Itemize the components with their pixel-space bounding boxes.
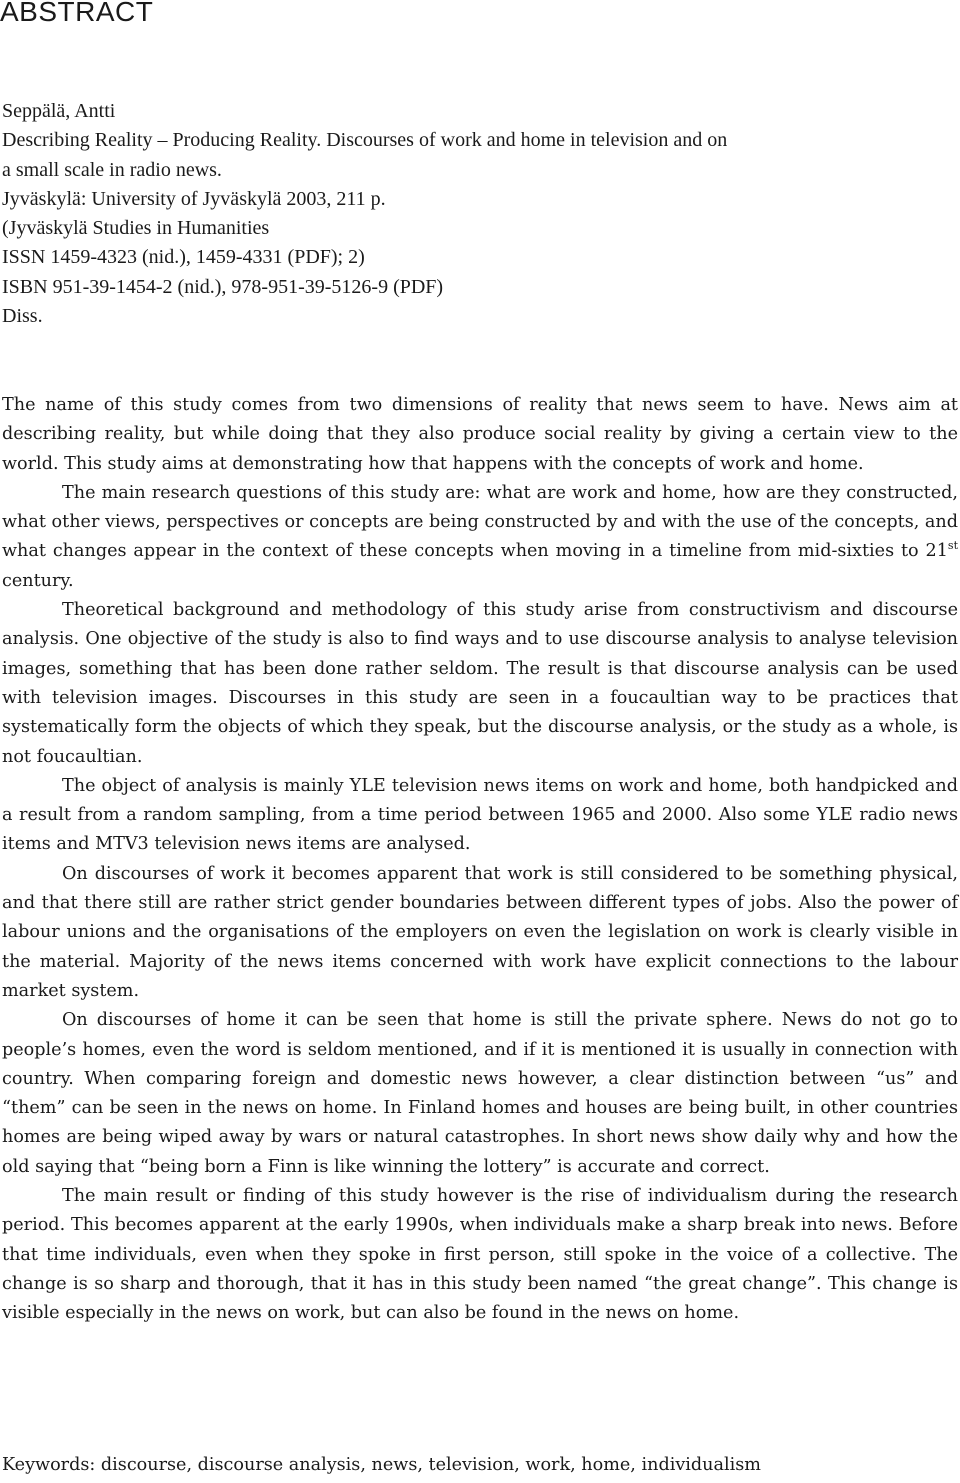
page-heading: ABSTRACT	[0, 0, 154, 27]
superscript-st: st	[947, 539, 958, 553]
issn-info: ISSN 1459-4323 (nid.), 1459-4331 (PDF); 2)	[2, 246, 365, 269]
paragraph-6: On discourses of home it can be seen that home is still the private sphere. News do not go to people’s homes, even the word is seldom mentioned, and if it is mentioned it is usually in connection with country. When comparing foreign and domestic news however, a clear distinction between “us” and “them” can be seen in the news on home. In Finland homes and houses are being built, in other countries homes are being wiped away by wars or natural catastrophes. In short news show daily why and how the old saying that “being born a Finn is like winning the lottery” is accurate and correct.	[2, 1010, 958, 1177]
isbn-info: ISBN 951-39-1454-2 (nid.), 978-951-39-5126-9 (PDF)	[2, 275, 444, 298]
paragraph-1: The name of this study comes from two dimensions of reality that news seem to have. News aim at describing reality, but while doing that they also produce social reality by giving a certain view to the world. This study aims at demonstrating how that happens with the concepts of work and home.	[2, 395, 958, 474]
publication-type: Diss.	[2, 305, 43, 328]
paragraph-2-end: century.	[2, 570, 74, 591]
paragraph-4: The object of analysis is mainly YLE television news items on work and home, both handpicked and a result from a random sampling, from a time period between 1965 and 2000. Also some YLE radio news items and MTV3 television news items are analysed.	[2, 775, 958, 855]
title-line-2: a small scale in radio news.	[2, 158, 222, 181]
keywords-line: Keywords: discourse, discourse analysis, news, television, work, home, individualism	[2, 1455, 761, 1475]
abstract-body	[2, 391, 958, 1329]
author-name: Seppälä, Antti	[2, 100, 116, 122]
paragraph-2	[2, 479, 958, 596]
publisher-info: Jyväskylä: University of Jyväskylä 2003, 211 p.	[2, 187, 386, 210]
paragraph-3: Theoretical background and methodology of this study arise from constructivism and discourse analysis. One objective of the study is also to find ways and to use discourse analysis to analyse television images, something that has been done rather seldom. The result is that discourse analysis can be used with television images. Discourses in this study are seen in a foucaultian way to be practices that systematically form the objects of which they speak, but the discourse analysis, or the study as a whole, is not foucaultian.	[2, 600, 958, 767]
paragraph-7: The main result or finding of this study however is the rise of individualism during the research period. This becomes apparent at the early 1990s, when individuals make a sharp break into news. Before that time individuals, even when they spoke in first person, still spoke in the voice of a collective. The change is so sharp and thorough, that it has in this study been named “the great change”. This change is visible especially in the news on work, but can also be found in the news on home.	[2, 1186, 958, 1324]
bibliographic-info	[2, 97, 960, 331]
paragraph-2-text: The main research questions of this study are: what are work and home, how are they constructed, what other views, perspectives or concepts are being constructed by and with the use of the concepts, and what changes appear in the context of these concepts when moving in a timeline from mid-sixties to 21	[2, 482, 958, 562]
title-line-1: Describing Reality – Producing Reality. Discourses of work and home in television and on	[2, 129, 728, 152]
paragraph-5: On discourses of work it becomes apparent that work is still considered to be something physical, and that there still are rather strict gender boundaries between different types of jobs. Also the power of labour unions and the organisations of the employers on even the legislation on work is clearly visible in the material. Majority of the news items concerned with work have explicit connections to the labour market system.	[2, 863, 958, 1001]
series-info: (Jyväskylä Studies in Humanities	[2, 217, 270, 240]
